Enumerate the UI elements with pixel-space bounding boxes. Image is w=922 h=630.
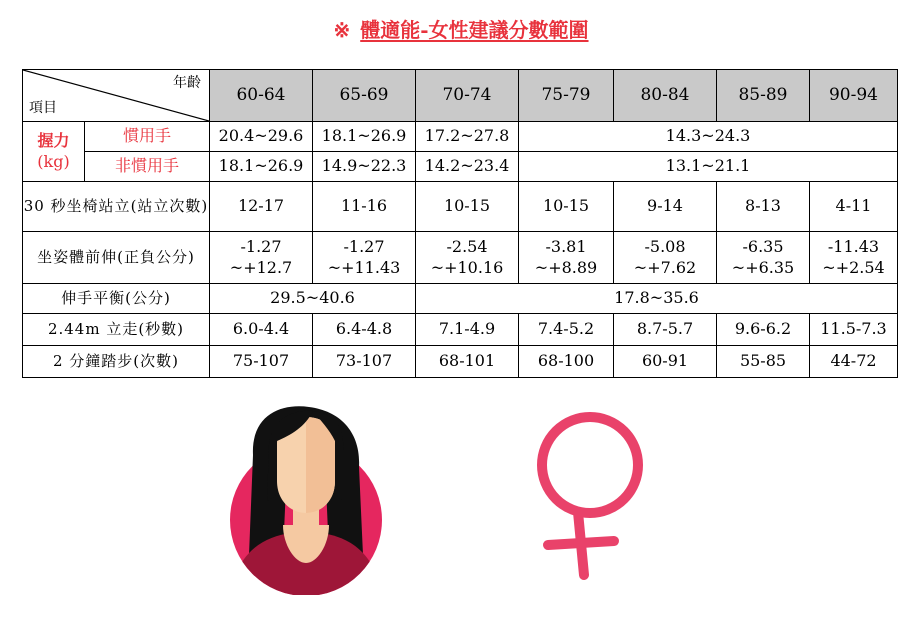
age-header: 60-64: [210, 70, 313, 122]
item-label-main: 30 秒坐椅站立: [23, 196, 131, 215]
table-cell: 75-107: [210, 346, 313, 378]
age-header: 90-94: [810, 70, 898, 122]
page-title: [0, 14, 922, 43]
title-text: 體適能-女性建議分數範圍: [360, 18, 589, 42]
table-cell: 10-15: [416, 182, 519, 232]
chair-stand-row: [23, 182, 898, 232]
age-header: 85-89: [717, 70, 810, 122]
table-cell: 10-15: [519, 182, 614, 232]
table-cell: 6.4-4.8: [313, 314, 416, 346]
table-cell: 4-11: [810, 182, 898, 232]
venus-symbol-icon: [528, 405, 668, 580]
corner-cell: [23, 70, 210, 122]
table-cell: 14.2~23.4: [416, 152, 519, 182]
table-cell: [810, 232, 898, 284]
chair-stand-label: [23, 182, 210, 232]
range-high: ~+2.54: [822, 257, 885, 277]
table-cell: 8.7-5.7: [614, 314, 717, 346]
table-cell: 18.1~26.9: [313, 122, 416, 152]
illustration-area: [0, 390, 922, 630]
step-test-row: [23, 346, 898, 378]
range-high: ~+10.16: [430, 257, 504, 277]
corner-item-label: 項目: [29, 99, 57, 116]
table-cell: [313, 232, 416, 284]
range-low: -6.35: [742, 236, 784, 256]
table-cell: 44-72: [810, 346, 898, 378]
age-header: 70-74: [416, 70, 519, 122]
item-label-main: 2 分鐘踏步: [52, 351, 134, 370]
table-cell: 11-16: [313, 182, 416, 232]
age-header: 65-69: [313, 70, 416, 122]
range-high: ~+12.7: [229, 257, 293, 277]
range-low: -2.54: [446, 236, 488, 256]
sit-reach-row: [23, 232, 898, 284]
up-and-go-row: [23, 314, 898, 346]
range-low: -11.43: [827, 236, 880, 256]
table-cell-merged: 29.5~40.6: [210, 284, 416, 314]
table-cell: 12-17: [210, 182, 313, 232]
grip-label: 握力: [37, 130, 70, 150]
item-label-main: 2.44m 立走: [47, 319, 139, 338]
reach-balance-label: [23, 284, 210, 314]
age-header: 75-79: [519, 70, 614, 122]
table-cell: [416, 232, 519, 284]
table-cell: 20.4~29.6: [210, 122, 313, 152]
table-cell: 9-14: [614, 182, 717, 232]
non-dominant-hand-label: 非慣用手: [85, 152, 210, 182]
table-cell: 18.1~26.9: [210, 152, 313, 182]
table-cell: 14.9~22.3: [313, 152, 416, 182]
range-low: -5.08: [644, 236, 686, 256]
range-low: -1.27: [343, 236, 385, 256]
item-label-unit: (秒數): [138, 319, 185, 338]
table-cell: 17.2~27.8: [416, 122, 519, 152]
table-cell-merged: 17.8~35.6: [416, 284, 898, 314]
step-test-label: [23, 346, 210, 378]
table-cell: 60-91: [614, 346, 717, 378]
table-cell: 8-13: [717, 182, 810, 232]
item-label-unit: (站立次數): [130, 196, 209, 215]
table-cell-merged: 14.3~24.3: [519, 122, 898, 152]
sit-reach-label: [23, 232, 210, 284]
corner-age-label: 年齡: [173, 75, 201, 91]
item-label-unit: (次數): [133, 351, 180, 370]
dominant-hand-label: 慣用手: [85, 122, 210, 152]
woman-avatar-icon: [221, 405, 391, 595]
range-high: ~+6.35: [731, 257, 795, 277]
up-and-go-label: [23, 314, 210, 346]
item-label-unit: (正負公分): [117, 247, 195, 266]
grip-nondominant-row: [23, 152, 898, 182]
range-high: ~+11.43: [327, 257, 401, 277]
table-cell: 68-101: [416, 346, 519, 378]
fitness-score-table: [22, 69, 898, 378]
grip-dominant-row: [23, 122, 898, 152]
table-cell: 7.4-5.2: [519, 314, 614, 346]
item-label-main: 坐姿體前伸: [37, 247, 118, 266]
item-label-main: 伸手平衡: [61, 288, 126, 307]
reference-mark: ※: [333, 18, 351, 42]
table-cell: [614, 232, 717, 284]
item-label-unit: (公分): [125, 288, 171, 307]
range-high: ~+8.89: [534, 257, 598, 277]
table-cell: 68-100: [519, 346, 614, 378]
table-cell: 55-85: [717, 346, 810, 378]
table-cell-merged: 13.1~21.1: [519, 152, 898, 182]
table-cell: 6.0-4.4: [210, 314, 313, 346]
table-cell: 73-107: [313, 346, 416, 378]
reach-balance-row: [23, 284, 898, 314]
table-cell: [717, 232, 810, 284]
table-cell: [210, 232, 313, 284]
age-header: 80-84: [614, 70, 717, 122]
grip-label-cell: [23, 122, 85, 182]
range-low: -1.27: [240, 236, 282, 256]
table-cell: 7.1-4.9: [416, 314, 519, 346]
header-row: [23, 70, 898, 122]
table-cell: [519, 232, 614, 284]
table-cell: 9.6-6.2: [717, 314, 810, 346]
range-low: -3.81: [545, 236, 587, 256]
grip-unit: (kg): [37, 151, 70, 171]
range-high: ~+7.62: [633, 257, 697, 277]
table-cell: 11.5-7.3: [810, 314, 898, 346]
